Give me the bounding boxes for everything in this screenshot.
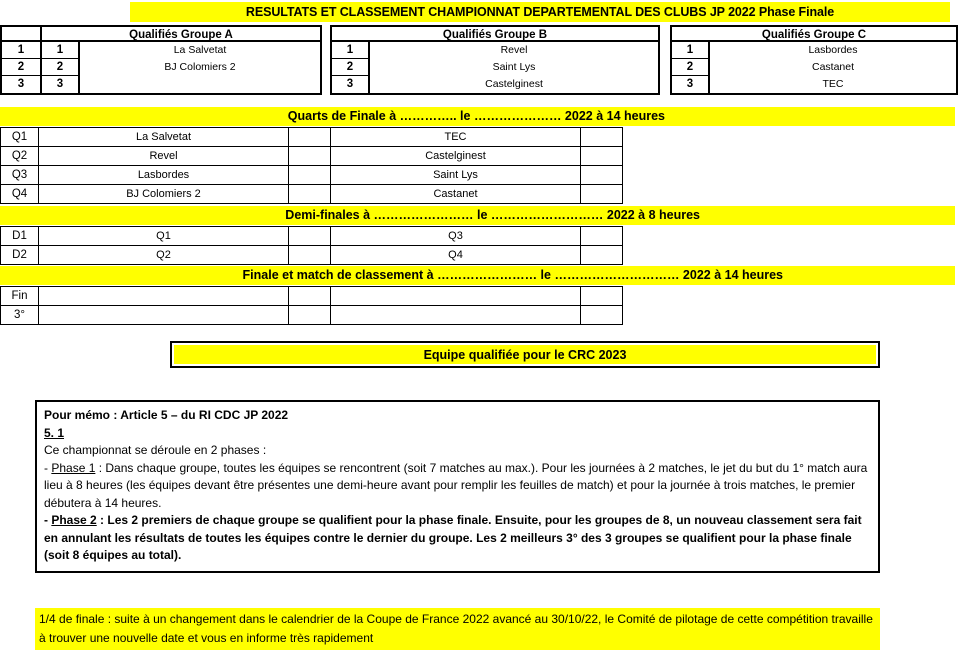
third-place-row-home-score [289, 306, 331, 325]
qf-row-2-label: Q2 [1, 147, 39, 166]
qf-row-2-away: Castelginest [331, 147, 581, 166]
qf-row-3-label: Q3 [1, 166, 39, 185]
group-a-index-2: 2 [2, 59, 40, 76]
group-a-team-column [80, 42, 320, 93]
memo-intro: Ce championnat se déroule en 2 phases : [44, 443, 267, 457]
table-row [1, 147, 623, 166]
memo-phase-2-prefix: - [44, 513, 52, 527]
qf-row-3-away: Saint Lys [331, 166, 581, 185]
final-table [0, 286, 623, 325]
sf-row-2-home-score [289, 246, 331, 265]
crc-qualified-box [170, 341, 880, 368]
group-a-team-2: BJ Colomiers 2 [164, 61, 236, 73]
qf-row-1-home-score [289, 128, 331, 147]
sf-row-1-home-score [289, 227, 331, 246]
qf-row-4-home: BJ Colomiers 2 [39, 185, 289, 204]
group-a-rank-2: 2 [42, 59, 78, 76]
table-row [1, 287, 623, 306]
memo-subtitle: 5. 1 [44, 425, 65, 440]
group-b-rank-column [332, 42, 370, 93]
table-row [1, 227, 623, 246]
group-b-rank-3: 3 [346, 78, 354, 90]
group-b-rank-1: 1 [332, 42, 368, 59]
group-c-rank-3: 3 [686, 78, 694, 90]
sf-row-2-home: Q2 [39, 246, 289, 265]
group-a-rank-3: 3 [56, 78, 64, 90]
qf-row-4-away-score [581, 185, 623, 204]
semi-finals-table [0, 226, 623, 265]
memo-box [35, 400, 880, 573]
group-b-rank-2: 2 [332, 59, 368, 76]
qf-row-3-away-score [581, 166, 623, 185]
semi-finals-banner: Demi-finales à …………………… le ……………………… 2022 à 8 heures [0, 206, 955, 225]
crc-qualified-label: Equipe qualifiée pour le CRC 2023 [174, 345, 876, 364]
third-place-row-away [331, 306, 581, 325]
quarter-finals-table [0, 127, 623, 204]
group-b-team-2: Saint Lys [492, 61, 536, 73]
group-c-team-1: Lasbordes [808, 44, 858, 56]
qualified-group-a-index [0, 25, 40, 95]
final-row-label: Fin [1, 287, 39, 306]
qualified-group-a [40, 25, 322, 95]
group-b-team-3: Castelginest [485, 78, 543, 90]
group-c-team-2: Castanet [811, 61, 855, 73]
sf-row-2-away-score [581, 246, 623, 265]
table-row [1, 166, 623, 185]
group-b-header: Qualifiés Groupe B [330, 25, 660, 42]
schedule-change-note-text: 1/4 de finale : suite à un changement dans le calendrier de la Coupe de France 2022 avancé au 30/10/22, le Comité de pilotage de cette compétition travaille à trouver une nouvelle date et vous en informe très rapidement [39, 612, 873, 645]
sf-row-1-away: Q3 [331, 227, 581, 246]
memo-phase-1-text: : Dans chaque groupe, toutes les équipes se rencontrent (soit 7 matches au max.). Pour les journées à 2 matches, le jet du but du 1° match aura lieu à 8 heures (les équipes devant être présentes une demi-heure avant pour remplir les feuilles de match) et pour la journée à trois matches, le premier débutera à 14 heures. [44, 460, 868, 510]
memo-phase-1-prefix: - [44, 460, 52, 475]
third-place-row-label: 3° [1, 306, 39, 325]
final-row-away [331, 287, 581, 306]
group-c-team-column [710, 42, 956, 93]
memo-phase-2 [44, 512, 871, 565]
table-row [1, 185, 623, 204]
qf-row-1-away-score [581, 128, 623, 147]
sf-row-2-away: Q4 [331, 246, 581, 265]
group-a-rank-column [42, 42, 80, 93]
qf-row-4-away: Castanet [331, 185, 581, 204]
group-b-team-column [370, 42, 658, 93]
group-b-team-1: Revel [500, 44, 528, 56]
page-title: RESULTATS ET CLASSEMENT CHAMPIONNAT DEPARTEMENTAL DES CLUBS JP 2022 Phase Finale [130, 2, 950, 22]
qf-row-1-away: TEC [331, 128, 581, 147]
schedule-change-note [35, 608, 880, 650]
third-place-row-away-score [581, 306, 623, 325]
third-place-row-home [39, 306, 289, 325]
qf-row-4-home-score [289, 185, 331, 204]
qf-row-3-home: Lasbordes [39, 166, 289, 185]
qf-row-2-home-score [289, 147, 331, 166]
final-row-home [39, 287, 289, 306]
group-a-rank-1: 1 [42, 42, 78, 59]
quarter-finals-banner: Quarts de Finale à ………….. le ………………… 2022 à 14 heures [0, 107, 955, 126]
group-a-team-3 [80, 76, 320, 93]
group-a-header: Qualifiés Groupe A [40, 25, 322, 42]
qf-row-3-home-score [289, 166, 331, 185]
qf-row-2-home: Revel [39, 147, 289, 166]
group-a-index-3: 3 [17, 78, 25, 90]
group-c-team-3: TEC [822, 78, 844, 90]
group-c-header: Qualifiés Groupe C [670, 25, 958, 42]
qf-row-4-label: Q4 [1, 185, 39, 204]
group-c-rank-column [672, 42, 710, 93]
sf-row-2-label: D2 [1, 246, 39, 265]
qualified-group-c [670, 25, 958, 95]
memo-title: Pour mémo : Article 5 – du RI CDC JP 2022 [44, 408, 289, 422]
sf-row-1-away-score [581, 227, 623, 246]
group-a-index-1: 1 [2, 42, 40, 59]
memo-phase-1-label: Phase 1 [51, 460, 96, 475]
memo-phase-2-text: : Les 2 premiers de chaque groupe se qualifient pour la phase finale. Ensuite, pour les groupes de 8, un nouveau classement sera fait en annulant les résultats de toutes les équipes contre le dernier du groupe. Les 2 meilleurs 3° des 3 groupes se qualifient pour la phase finale (soit 8 équipes au total). [44, 513, 862, 562]
memo-phase-1 [44, 460, 871, 513]
table-row [1, 246, 623, 265]
table-row [1, 306, 623, 325]
group-c-rank-2: 2 [672, 59, 708, 76]
sf-row-1-label: D1 [1, 227, 39, 246]
qf-row-1-home: La Salvetat [39, 128, 289, 147]
final-row-home-score [289, 287, 331, 306]
table-row [1, 128, 623, 147]
qf-row-1-label: Q1 [1, 128, 39, 147]
qf-row-2-away-score [581, 147, 623, 166]
final-banner: Finale et match de classement à …………………… le ………………………… 2022 à 14 heures [0, 266, 955, 285]
group-c-rank-1: 1 [672, 42, 708, 59]
sf-row-1-home: Q1 [39, 227, 289, 246]
group-a-team-1: La Salvetat [173, 44, 227, 56]
qualified-group-b [330, 25, 660, 95]
final-row-away-score [581, 287, 623, 306]
memo-phase-2-label: Phase 2 [51, 513, 97, 527]
